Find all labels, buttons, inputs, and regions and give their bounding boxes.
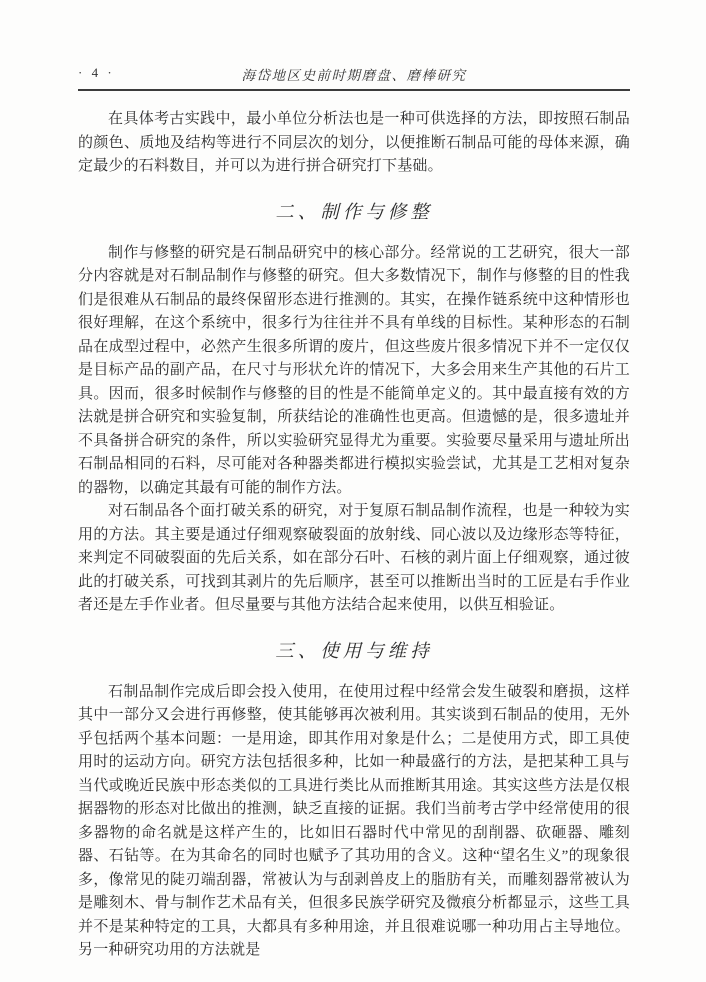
running-title: 海岱地区史前时期磨盘、磨棒研究 — [241, 68, 467, 83]
header-rule — [78, 89, 630, 91]
section-heading: 二、制作与修整 — [275, 202, 433, 223]
paragraph: 对石制品各个面打破关系的研究，对于复原石制品制作流程，也是一种较为实用的方法。其主要是通过仔细观察破裂面的放射线、同心波以及边缘形态等特征，来判定不同破裂面的先后关系，如在部分石叶、石核的剥片面上仔细观察，通过彼此的打破关系，可找到其剥片的先后顺序，甚至可以推断出当时的工匠是右手作业者还是左手作业者。但尽量要与其他方法结合起来使用，以供互相验证。 — [78, 503, 630, 613]
paragraph: 制作与修整的研究是石制品研究中的核心部分。经常说的工艺研究，很大一部分内容就是对石制品制作与修整的研究。但大多数情况下，制作与修整的目的性我们是很难从石制品的最终保留形态进行推测的。其实，在操作链系统中这种情形也很好理解，在这个系统中，很多行为往往并不具有单线的目标性。某种形态的石制品在成型过程中，必然产生很多所谓的废片，但这些废片很多情况下并不一定仅仅是目标产品的副产品，在尺寸与形状允许的情况下，大多会用来生产其他的石片工具。因而，很多时候制作与修整的目的性是不能简单定义的。其中最直接有效的方法就是拼合研究和实验复制，所获结论的准确性也更高。但遗憾的是，很多遗址并不具备拼合研究的条件，所以实验研究显得尤为重要。实验要尽量采用与遗址所出石制品相同的石料，尽可能对各种器类都进行模拟实验尝试，尤其是工艺相对复杂的器物，以确定其最有可能的制作方法。 — [78, 244, 630, 496]
paragraph: 石制品制作完成后即会投入使用，在使用过程中经常会发生破裂和磨损，这样其中一部分又会进行再修整，使其能够再次被利用。其实谈到石制品的使用，无外乎包括两个基本问题：一是用途，即其作用对象是什么；二是使用方式，即工具使用时的运动方向。研究方法包括很多种，比如一种最盛行的方法，是把某种工具与当代或晚近民族中形态类似的工具进行类比从而推断其用途。其实这些方法是仅根据器物的形态对比做出的推测，缺乏直接的证据。我们当前考古学中经常使用的很多器物的命名就是这样产生的，比如旧石器时代中常见的刮削器、砍砸器、雕刻器、石钻等。在为其命名的同时也赋予了其功用的含义。这种“望名生义”的现象很多，像常见的陡刃端刮器，常被认为与刮剥兽皮上的脂肪有关，而雕刻器常被认为是雕刻木、骨与制作艺术品有关，但很多民族学研究及微痕分析都显示，这些工具并不是某种特定的工具，大都具有多种用途，并且很难说哪一种功用占主导地位。另一种研究功用的方法就是 — [78, 683, 630, 958]
page-header — [78, 64, 630, 82]
section-heading: 三、使用与维持 — [275, 641, 433, 662]
page-number: · 4 · — [78, 65, 115, 80]
page-body — [78, 108, 630, 963]
paragraph: 在具体考古实践中，最小单位分析法也是一种可供选择的方法，即按照石制品的颜色、质地及结构等进行不同层次的划分，以便推断石制品可能的母体来源，确定最少的石料数目，并可以为进行拼合研究打下基础。 — [78, 111, 630, 174]
